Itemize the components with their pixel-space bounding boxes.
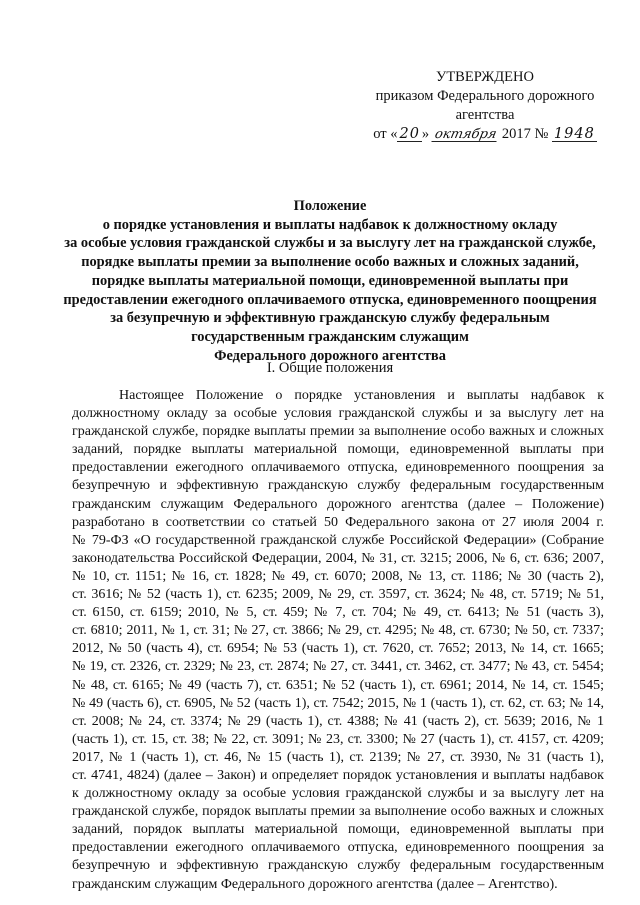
body-line: разработано в соответствии со статьей 50 Федерального закона от 27 июля 2004 г. bbox=[72, 514, 604, 530]
body-line: ст. 4741, 4824) (далее – Закон) и определяет порядок установления и выплаты надбавок bbox=[72, 767, 604, 783]
approval-date-prefix: от « bbox=[373, 126, 398, 142]
title-line: предоставлении ежегодного оплачиваемого отпуска, единовременного поощрения bbox=[63, 291, 597, 308]
title-line: порядке выплаты премии за выполнение особо важных и сложных заданий, bbox=[81, 254, 579, 271]
body-line: предоставлении ежегодного оплачиваемого отпуска, единовременного поощрения за bbox=[72, 840, 604, 856]
body-line: гражданской службе, порядке выплаты премии за выполнение особо важных и сложных bbox=[72, 424, 604, 440]
body-line: 2017, № 1 (часть 1), ст. 46, № 15 (часть 1), ст. 2139; № 27, ст. 3930, № 31 (часть 1), bbox=[72, 749, 604, 765]
body-line: № 19, ст. 2326, ст. 2329; № 23, ст. 2874; № 27, ст. 3441, ст. 3462, ст. 3477; № 43, ст. 5454; bbox=[72, 659, 604, 675]
title-line: Положение bbox=[293, 198, 367, 214]
body-line: № 48, ст. 6165; № 49 (часть 7), ст. 6351; № 52 (часть 1), ст. 6961; 2014, № 14, ст. 1545; bbox=[72, 677, 604, 693]
body-paragraph bbox=[72, 387, 604, 894]
approval-date-line bbox=[355, 125, 615, 144]
body-line: безупречную и эффективную гражданскую службу федеральным государственным bbox=[72, 858, 604, 874]
body-line: законодательства Российской Федерации, 2004, № 31, ст. 3215; 2006, № 6, ст. 636; 2007, bbox=[72, 550, 604, 566]
title-line: государственным гражданским служащим bbox=[191, 328, 469, 345]
approval-title: УТВЕРЖДЕНО bbox=[436, 69, 534, 85]
body-line: Настоящее Положение о порядке установления и выплаты надбавок к bbox=[119, 388, 604, 403]
body-line: гражданской службе, порядок выплаты премии за выполнение особо важных и сложных bbox=[72, 804, 604, 820]
body-line: ст. 6150, ст. 6159; 2010, № 5, ст. 459; № 7, ст. 704; № 49, ст. 6413; № 51 (часть 3), bbox=[72, 605, 604, 621]
approval-order-line-1: приказом Федерального дорожного bbox=[375, 88, 595, 104]
body-line: предоставлении ежегодного оплачиваемого отпуска, единовременного поощрения за bbox=[72, 460, 604, 476]
document-title bbox=[60, 197, 600, 365]
body-line: к должностному окладу за особые условия гражданской службы и за выслугу лет на bbox=[72, 786, 604, 802]
body-line: № 10, ст. 1151; № 16, ст. 1828; № 49, ст. 6070; 2008, № 13, ст. 1186; № 30 (часть 2), bbox=[72, 568, 604, 584]
body-line: 2012, № 50 (часть 4), ст. 6954; № 53 (часть 1), ст. 7620, ст. 7652; 2013, № 14, ст. 1665; bbox=[72, 641, 604, 657]
body-line: № 49 (часть 6), ст. 6905, № 52 (часть 1), ст. 7542; 2015, № 1 (часть 1), ст. 62, ст. 63; № 14, bbox=[72, 695, 604, 711]
approval-order-line-2: агентства bbox=[455, 107, 515, 123]
body-line: заданий, порядке выплаты материальной помощи, единовременной выплаты при bbox=[72, 442, 604, 458]
body-line: ст. 6810; 2011, № 1, ст. 31; № 27, ст. 3866; № 29, ст. 4295; № 48, ст. 6730; № 50, ст. 7337; bbox=[72, 623, 604, 639]
body-line: ст. 3616; № 52 (часть 1), ст. 6235; 2009, № 29, ст. 3597, ст. 3624; № 48, ст. 5719; № 51, bbox=[72, 587, 604, 603]
title-line: за безупречную и эффективную гражданскую службу федеральным bbox=[110, 310, 550, 327]
title-line: порядке выплаты материальной помощи, единовременной выплаты при bbox=[91, 272, 569, 289]
handwritten-month: октября bbox=[431, 125, 500, 144]
body-line: заданий, порядок выплаты материальной помощи, единовременной выплаты при bbox=[72, 822, 604, 838]
approval-stamp bbox=[355, 68, 615, 144]
title-line: Федерального дорожного агентства bbox=[214, 347, 446, 364]
handwritten-day: 20 bbox=[399, 126, 420, 142]
section-heading: I. Общие положения bbox=[266, 360, 394, 376]
approval-year-and-number-label: 2017 № bbox=[501, 126, 549, 142]
body-line: № 79-ФЗ «О государственной гражданской службе Российской Федерации» (Собрание bbox=[72, 532, 604, 548]
title-line: о порядке установления и выплаты надбавок к должностному окладу bbox=[102, 216, 558, 233]
body-line: (часть 1), ст. 15, ст. 38; № 22, ст. 3091; № 23, ст. 3300; № 27 (часть 1), ст. 4157, ст. 4209; bbox=[72, 731, 604, 747]
handwritten-order-number: 1948 bbox=[553, 126, 595, 142]
body-line: гражданским служащим Федерального дорожного агентства (далее – Положение) bbox=[72, 496, 604, 512]
body-line: ст. 2008; № 24, ст. 3374; № 29 (часть 1), ст. 4388; № 41 (часть 2), ст. 5639; 2016, № 1 bbox=[72, 713, 604, 729]
approval-quote-close: » bbox=[421, 126, 430, 142]
body-line: безупречную и эффективную гражданскую службу федеральным государственным bbox=[72, 478, 604, 494]
title-line: за особые условия гражданской службы и за выслугу лет на гражданской службе, bbox=[64, 235, 596, 252]
body-line: должностному окладу за особые условия гражданской службы и за выслугу лет на bbox=[72, 406, 604, 422]
body-line: гражданским служащим Федерального дорожного агентства (далее – Агентство). bbox=[72, 876, 558, 892]
